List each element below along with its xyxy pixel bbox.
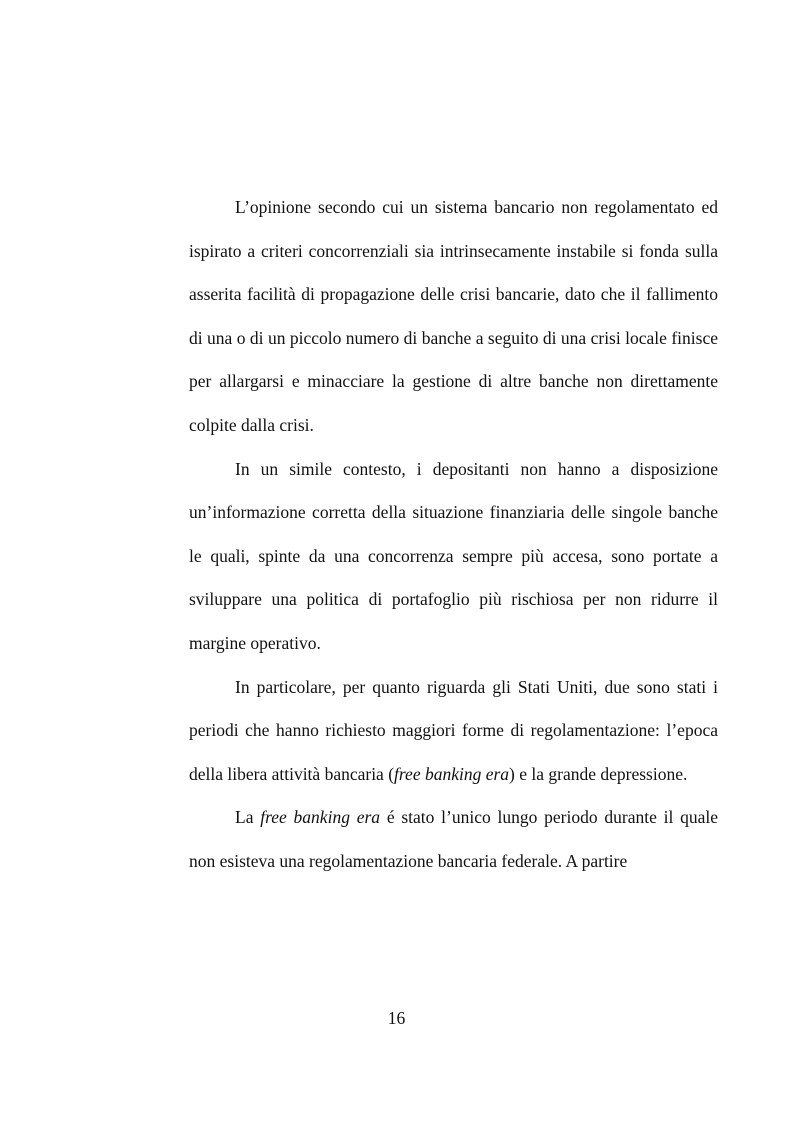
paragraph-text: In un simile contesto, i depositanti non hanno a disposizione un’informazione corretta della situazione finanziaria delle singole banche le quali, spinte da una concorrenza sempre più accesa, sono portate a sviluppare una politica di portafoglio più rischiosa per non ridurre il margine operativo. (189, 458, 718, 653)
paragraph-4 (189, 796, 718, 883)
paragraph-text: La (235, 807, 261, 828)
paragraph-text: ) e la grande depressione. (509, 763, 688, 784)
paragraph-text: é stato l’unico lungo periodo durante il quale non esisteva una regolamentazione bancaria federale. A partire (189, 807, 718, 871)
body-text (189, 186, 718, 884)
paragraph-3 (189, 666, 718, 797)
paragraph-text: L’opinione secondo cui un sistema bancario non regolamentato ed ispirato a criteri concorrenziali sia intrinsecamente instabile si fonda sulla asserita facilità di propagazione delle crisi bancarie, dato che il fallimento di una o di un piccolo numero di banche a seguito di una crisi locale finisce per allargarsi e minacciare la gestione di altre banche non direttamente colpite dalla crisi. (189, 197, 718, 435)
paragraph-1 (189, 186, 718, 448)
italic-term: free banking era (394, 763, 510, 784)
paragraph-2 (189, 448, 718, 666)
paragraph-text: In particolare, per quanto riguarda gli Stati Uniti, due sono stati i periodi che hanno richiesto maggiori forme di regolamentazione: l’epoca della libera attività bancaria ( (189, 676, 718, 784)
italic-term: free banking era (260, 807, 381, 828)
page-number: 16 (387, 1008, 406, 1028)
